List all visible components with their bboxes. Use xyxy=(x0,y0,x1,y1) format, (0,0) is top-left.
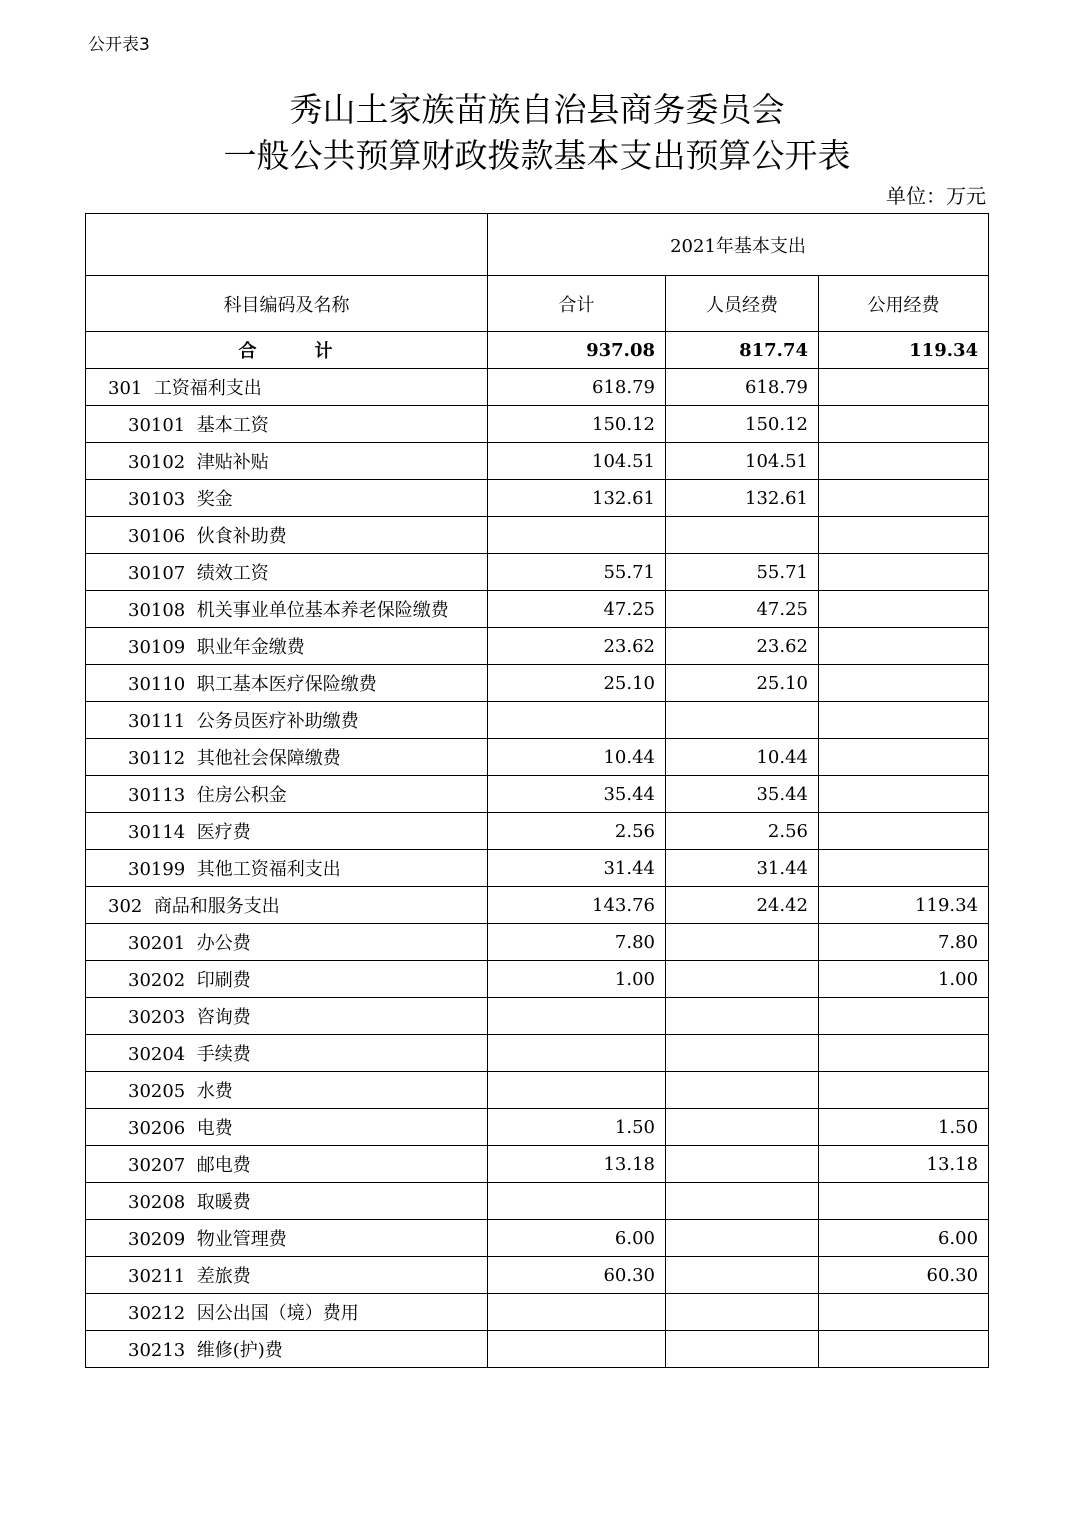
personnel-cell xyxy=(666,702,819,739)
public-cell: 1.00 xyxy=(819,961,989,998)
subject-name: 办公费 xyxy=(196,933,251,954)
personnel-cell: 2.56 xyxy=(666,813,819,850)
subject-name: 因公出国（境）费用 xyxy=(196,1303,359,1324)
subject-code: 30209 xyxy=(128,1229,186,1250)
personnel-cell: 10.44 xyxy=(666,739,819,776)
public-cell: 13.18 xyxy=(819,1146,989,1183)
total-cell: 7.80 xyxy=(488,924,666,961)
personnel-cell xyxy=(666,961,819,998)
subject-name: 医疗费 xyxy=(196,822,251,843)
header-group-cell: 2021年基本支出 xyxy=(488,214,989,276)
total-cell: 35.44 xyxy=(488,776,666,813)
subject-code: 30205 xyxy=(128,1081,186,1102)
personnel-cell xyxy=(666,924,819,961)
subject-code: 30208 xyxy=(128,1192,186,1213)
subject-code: 30213 xyxy=(128,1340,186,1361)
subject-code: 30201 xyxy=(128,933,186,954)
subject-name: 伙食补助费 xyxy=(196,526,287,547)
subject-cell xyxy=(86,924,488,961)
personnel-cell xyxy=(666,1257,819,1294)
personnel-cell xyxy=(666,1146,819,1183)
public-cell xyxy=(819,998,989,1035)
subject-code: 30207 xyxy=(128,1155,186,1176)
subject-cell xyxy=(86,961,488,998)
public-cell xyxy=(819,1294,989,1331)
public-cell: 60.30 xyxy=(819,1257,989,1294)
public-cell xyxy=(819,480,989,517)
total-cell: 618.79 xyxy=(488,369,666,406)
subject-cell xyxy=(86,1257,488,1294)
subject-name: 差旅费 xyxy=(196,1266,251,1287)
public-cell xyxy=(819,1183,989,1220)
subject-code: 30113 xyxy=(128,785,186,806)
subject-cell xyxy=(86,665,488,702)
total-cell: 1.50 xyxy=(488,1109,666,1146)
subject-cell xyxy=(86,591,488,628)
form-number: 公开表3 xyxy=(88,35,150,55)
total-cell xyxy=(488,1072,666,1109)
personnel-cell: 47.25 xyxy=(666,591,819,628)
subject-name: 电费 xyxy=(196,1118,233,1139)
budget-table-body xyxy=(86,214,989,1368)
subject-code: 30111 xyxy=(128,711,186,732)
unit-label: 单位：万元 xyxy=(886,184,986,208)
total-cell xyxy=(488,1294,666,1331)
subject-cell xyxy=(86,1331,488,1368)
total-cell: 47.25 xyxy=(488,591,666,628)
public-cell xyxy=(819,443,989,480)
subject-cell xyxy=(86,1220,488,1257)
subject-cell xyxy=(86,1072,488,1109)
total-label-a: 合 xyxy=(238,341,259,362)
page-title-line2: 一般公共预算财政拨款基本支出预算公开表 xyxy=(223,136,851,175)
subject-name: 奖金 xyxy=(196,489,233,510)
personnel-cell: 35.44 xyxy=(666,776,819,813)
total-cell: 25.10 xyxy=(488,665,666,702)
personnel-cell xyxy=(666,1220,819,1257)
total-cell: 1.00 xyxy=(488,961,666,998)
table-row xyxy=(86,1035,989,1072)
header-public: 公用经费 xyxy=(819,276,989,332)
public-cell xyxy=(819,1331,989,1368)
table-row xyxy=(86,850,989,887)
subject-name: 印刷费 xyxy=(196,970,251,991)
subject-code: 30206 xyxy=(128,1118,186,1139)
public-cell xyxy=(819,517,989,554)
table-row xyxy=(86,369,989,406)
subject-name: 机关事业单位基本养老保险缴费 xyxy=(196,600,449,621)
public-cell xyxy=(819,665,989,702)
subject-name: 商品和服务支出 xyxy=(153,896,280,917)
personnel-cell: 25.10 xyxy=(666,665,819,702)
public-cell: 7.80 xyxy=(819,924,989,961)
subject-code: 30203 xyxy=(128,1007,186,1028)
subject-code: 30110 xyxy=(128,674,186,695)
total-label-b: 计 xyxy=(314,341,335,362)
subject-code: 30109 xyxy=(128,637,186,658)
table-row xyxy=(86,702,989,739)
table-row xyxy=(86,1146,989,1183)
personnel-cell: 24.42 xyxy=(666,887,819,924)
total-cell xyxy=(488,1331,666,1368)
table-row xyxy=(86,924,989,961)
public-cell: 6.00 xyxy=(819,1220,989,1257)
subject-cell xyxy=(86,406,488,443)
subject-code: 30114 xyxy=(128,822,186,843)
subject-cell xyxy=(86,702,488,739)
subject-name: 物业管理费 xyxy=(196,1229,287,1250)
public-cell xyxy=(819,850,989,887)
total-cell: 132.61 xyxy=(488,480,666,517)
subject-code: 30112 xyxy=(128,748,186,769)
table-row xyxy=(86,1183,989,1220)
table-row xyxy=(86,554,989,591)
subject-cell xyxy=(86,776,488,813)
header-row-group xyxy=(86,214,989,276)
personnel-cell xyxy=(666,1072,819,1109)
subject-cell xyxy=(86,1146,488,1183)
subject-name: 水费 xyxy=(196,1081,233,1102)
subject-cell xyxy=(86,887,488,924)
public-cell xyxy=(819,1072,989,1109)
subject-name: 邮电费 xyxy=(196,1155,251,1176)
table-row xyxy=(86,1331,989,1368)
table-row xyxy=(86,776,989,813)
header-total: 合计 xyxy=(488,276,666,332)
personnel-cell: 104.51 xyxy=(666,443,819,480)
header-blank-cell xyxy=(86,214,488,276)
subject-cell xyxy=(86,1183,488,1220)
total-cell xyxy=(488,517,666,554)
personnel-cell: 55.71 xyxy=(666,554,819,591)
subject-code: 30211 xyxy=(128,1266,186,1287)
subject-name: 其他社会保障缴费 xyxy=(196,748,341,769)
table-row xyxy=(86,517,989,554)
total-cell: 104.51 xyxy=(488,443,666,480)
subject-name: 公务员医疗补助缴费 xyxy=(196,711,359,732)
subject-cell xyxy=(86,850,488,887)
table-row xyxy=(86,1072,989,1109)
table-row xyxy=(86,1220,989,1257)
subject-name: 其他工资福利支出 xyxy=(196,859,341,880)
table-row xyxy=(86,665,989,702)
total-cell xyxy=(488,1183,666,1220)
personnel-cell: 31.44 xyxy=(666,850,819,887)
page-title-line1: 秀山土家族苗族自治县商务委员会 xyxy=(289,90,785,129)
total-cell: 13.18 xyxy=(488,1146,666,1183)
table-row xyxy=(86,1257,989,1294)
public-cell: 119.34 xyxy=(819,887,989,924)
personnel-cell: 618.79 xyxy=(666,369,819,406)
public-cell xyxy=(819,739,989,776)
public-cell xyxy=(819,591,989,628)
public-cell xyxy=(819,554,989,591)
subject-cell xyxy=(86,813,488,850)
personnel-cell xyxy=(666,1035,819,1072)
personnel-cell: 132.61 xyxy=(666,480,819,517)
subject-name: 绩效工资 xyxy=(196,563,269,584)
subject-code: 30107 xyxy=(128,563,186,584)
subject-name: 住房公积金 xyxy=(196,785,287,806)
personnel-cell xyxy=(666,1109,819,1146)
table-row xyxy=(86,887,989,924)
subject-cell xyxy=(86,443,488,480)
total-cell: 150.12 xyxy=(488,406,666,443)
subject-cell xyxy=(86,1035,488,1072)
header-personnel: 人员经费 xyxy=(666,276,819,332)
total-cell: 143.76 xyxy=(488,887,666,924)
public-cell xyxy=(819,1035,989,1072)
header-row-columns xyxy=(86,276,989,332)
total-cell xyxy=(488,1035,666,1072)
personnel-cell xyxy=(666,1331,819,1368)
total-cell: 10.44 xyxy=(488,739,666,776)
table-row xyxy=(86,628,989,665)
subject-cell xyxy=(86,554,488,591)
subject-code: 30101 xyxy=(128,415,186,436)
subject-code: 30103 xyxy=(128,489,186,510)
public-cell xyxy=(819,406,989,443)
subject-code: 302 xyxy=(108,896,143,917)
subject-name: 基本工资 xyxy=(196,415,269,436)
public-cell xyxy=(819,776,989,813)
subject-cell xyxy=(86,480,488,517)
personnel-cell xyxy=(666,517,819,554)
total-cell: 6.00 xyxy=(488,1220,666,1257)
subject-code: 30202 xyxy=(128,970,186,991)
subject-name: 咨询费 xyxy=(196,1007,251,1028)
table-row xyxy=(86,813,989,850)
personnel-cell: 150.12 xyxy=(666,406,819,443)
total-cell: 2.56 xyxy=(488,813,666,850)
total-cell xyxy=(488,702,666,739)
subject-code: 30204 xyxy=(128,1044,186,1065)
subject-code: 30212 xyxy=(128,1303,186,1324)
header-subject: 科目编码及名称 xyxy=(86,276,488,332)
table-row xyxy=(86,480,989,517)
total-cell: 23.62 xyxy=(488,628,666,665)
table-row xyxy=(86,591,989,628)
total-cell: 31.44 xyxy=(488,850,666,887)
budget-table xyxy=(85,213,989,1368)
total-cell xyxy=(488,998,666,1035)
public-cell xyxy=(819,702,989,739)
personnel-cell xyxy=(666,1183,819,1220)
total-public: 119.34 xyxy=(819,332,989,369)
table-row xyxy=(86,443,989,480)
subject-name: 职业年金缴费 xyxy=(196,637,305,658)
table-row xyxy=(86,961,989,998)
public-cell: 1.50 xyxy=(819,1109,989,1146)
public-cell xyxy=(819,628,989,665)
subject-name: 津贴补贴 xyxy=(196,452,269,473)
personnel-cell xyxy=(666,1294,819,1331)
subject-name: 取暖费 xyxy=(196,1192,251,1213)
personnel-cell: 23.62 xyxy=(666,628,819,665)
subject-code: 30102 xyxy=(128,452,186,473)
subject-code: 30106 xyxy=(128,526,186,547)
subject-name: 工资福利支出 xyxy=(153,378,262,399)
total-row xyxy=(86,332,989,369)
table-row xyxy=(86,406,989,443)
table-row xyxy=(86,1109,989,1146)
public-cell xyxy=(819,813,989,850)
total-amount: 937.08 xyxy=(488,332,666,369)
subject-cell xyxy=(86,369,488,406)
total-personnel: 817.74 xyxy=(666,332,819,369)
subject-name: 维修(护)费 xyxy=(196,1340,283,1361)
subject-cell xyxy=(86,1109,488,1146)
table-row xyxy=(86,998,989,1035)
subject-code: 30199 xyxy=(128,859,186,880)
total-cell: 60.30 xyxy=(488,1257,666,1294)
public-cell xyxy=(819,369,989,406)
subject-cell xyxy=(86,517,488,554)
table-row xyxy=(86,1294,989,1331)
subject-cell xyxy=(86,739,488,776)
subject-name: 手续费 xyxy=(196,1044,251,1065)
subject-code: 30108 xyxy=(128,600,186,621)
subject-code: 301 xyxy=(108,378,143,399)
subject-cell xyxy=(86,1294,488,1331)
subject-cell xyxy=(86,628,488,665)
subject-cell xyxy=(86,998,488,1035)
subject-name: 职工基本医疗保险缴费 xyxy=(196,674,377,695)
total-label xyxy=(86,332,488,369)
total-cell: 55.71 xyxy=(488,554,666,591)
personnel-cell xyxy=(666,998,819,1035)
table-row xyxy=(86,739,989,776)
